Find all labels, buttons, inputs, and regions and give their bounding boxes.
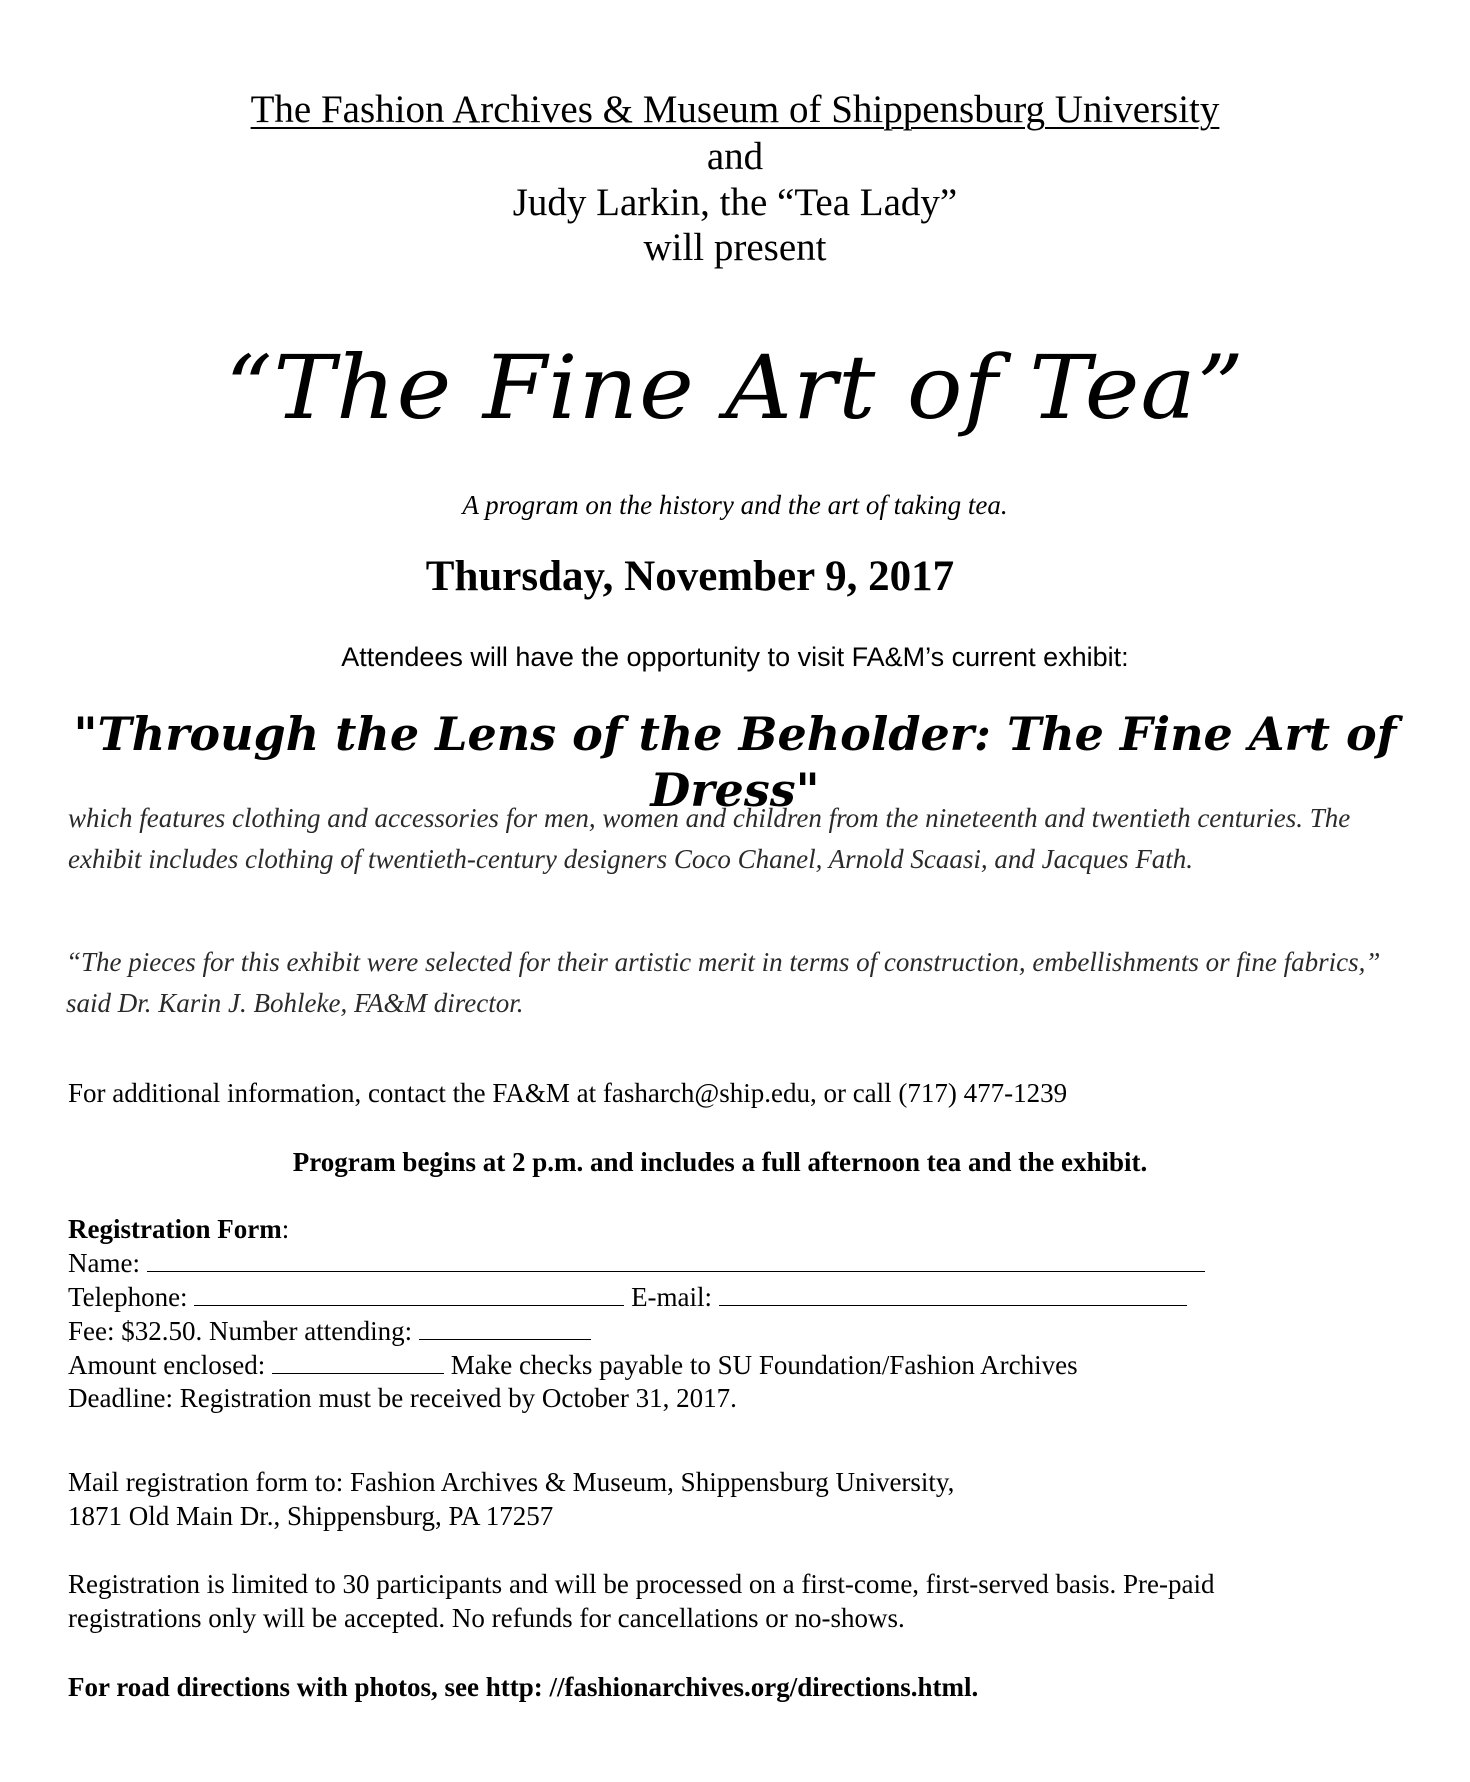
telephone-label: Telephone: [68, 1282, 188, 1312]
organization-heading [0, 88, 1470, 132]
mail-address-line-1: Mail registration form to: Fashion Archives & Museum, Shippensburg University, [68, 1467, 955, 1497]
name-label: Name: [68, 1248, 140, 1278]
header-and: and [706, 135, 764, 178]
contact-info: For additional information, contact the FA&M at fasharch@ship.edu, or call (717) 477-1239 [68, 1078, 1068, 1108]
directions-line: For road directions with photos, see http: //fashionarchives.org/directions.html. [68, 1672, 979, 1702]
exhibit-intro: Attendees will have the opportunity to visit FA&M’s current exhibit: [341, 642, 1129, 672]
mail-address-line-2: 1871 Old Main Dr., Shippensburg, PA 17257 [68, 1501, 554, 1531]
deadline-line: Deadline: Registration must be received by October 31, 2017. [68, 1383, 737, 1413]
telephone-field[interactable] [194, 1279, 624, 1306]
event-date: Thursday, November 9, 2017 [425, 553, 955, 600]
name-row [68, 1245, 1205, 1280]
email-label: E-mail: [631, 1282, 713, 1312]
number-attending-field[interactable] [419, 1313, 591, 1340]
program-tagline: A program on the history and the art of taking tea. [462, 490, 1008, 520]
policy-line-2: registrations only will be accepted. No refunds for cancellations or no-shows. [68, 1603, 905, 1633]
exhibit-title: "Through the Lens of the Beholder: The Fine Art of Dress" [73, 707, 1397, 817]
registration-form-title: Registration Form [68, 1214, 282, 1244]
policy-line-1: Registration is limited to 30 participants and will be processed on a first-come, first-served basis. Pre-paid [68, 1569, 1215, 1599]
fee-label: Fee: $32.50. Number attending: [68, 1316, 413, 1346]
email-field[interactable] [719, 1279, 1187, 1306]
organization-name: The Fashion Archives & Museum of Shippensburg University [250, 88, 1220, 131]
telephone-row [68, 1279, 1187, 1314]
director-quote: “The pieces for this exhibit were selected for their artistic merit in terms of construction, embellishments or fine fabrics,” said Dr. Karin J. Bohleke, FA&M director. [66, 947, 1381, 1018]
presenter-line: Judy Larkin, the “Tea Lady” [512, 181, 958, 224]
registration-form-colon: : [281, 1214, 290, 1244]
program-note: Program begins at 2 p.m. and includes a full afternoon tea and the exhibit. [292, 1147, 1148, 1177]
amount-enclosed-field[interactable] [272, 1347, 444, 1374]
name-field[interactable] [147, 1245, 1205, 1272]
event-title: “The Fine Art of Tea” [225, 336, 1245, 439]
checks-note: Make checks payable to SU Foundation/Fashion Archives [450, 1350, 1078, 1380]
exhibit-description: which features clothing and accessories for men, women and children from the nineteenth and twentieth centuries. The exhibit includes clothing of twentieth-century designers Coco Chanel, Arnold Scaasi, and Jacques Fath. [68, 803, 1351, 874]
fee-row [68, 1313, 591, 1348]
amount-label: Amount enclosed: [68, 1350, 266, 1380]
will-present-line: will present [643, 226, 827, 269]
registration-form-heading [68, 1212, 289, 1246]
amount-row [68, 1347, 1078, 1382]
